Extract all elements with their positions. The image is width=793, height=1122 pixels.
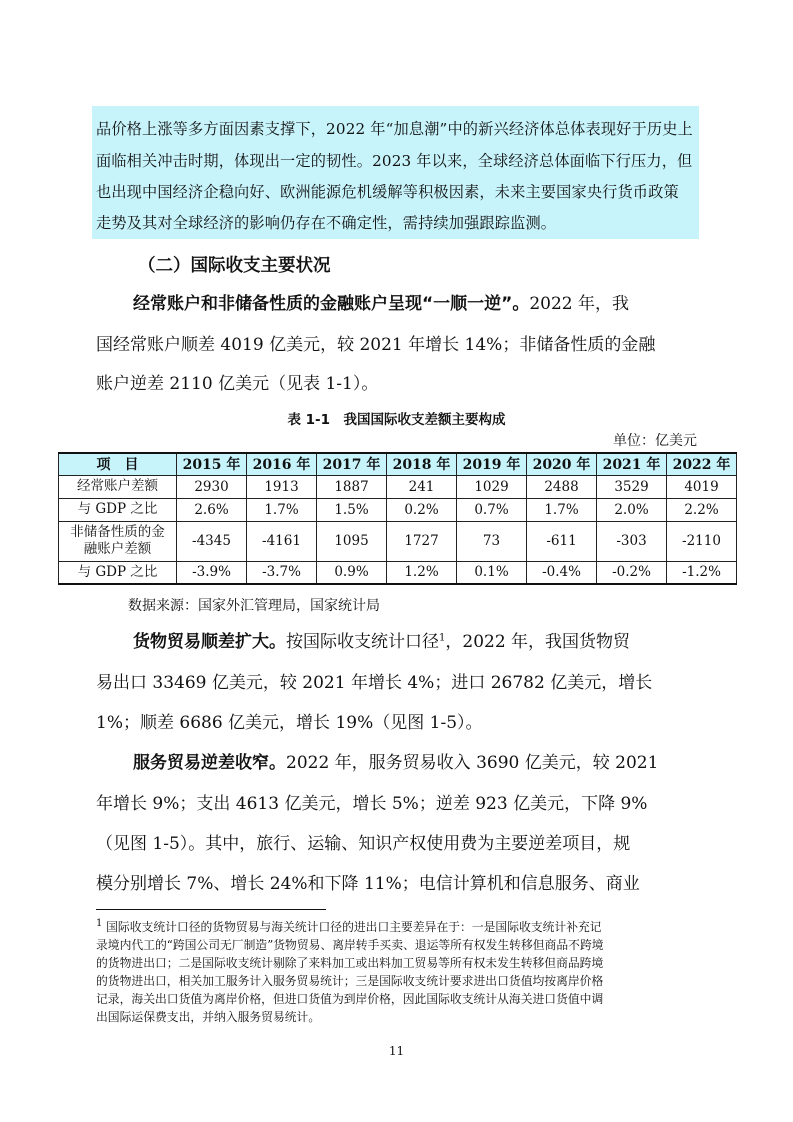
table-cell: -2110 — [667, 521, 737, 561]
table-row — [59, 521, 737, 561]
table-cell: 4019 — [667, 475, 737, 498]
table-caption: 表 1-1 我国国际收支差额主要构成 — [287, 412, 506, 428]
table-cell: 1.7% — [527, 498, 597, 521]
table-cell: 1887 — [317, 475, 387, 498]
paragraph-line — [133, 292, 629, 316]
table-cell: 0.2% — [387, 498, 457, 521]
intro-line: 品价格上涨等多方面因素支撑下，2022 年“加息潮”中的新兴经济体总体表现好于历史上 — [96, 120, 693, 138]
column-header: 2020 年 — [527, 453, 597, 475]
paragraph-line: （见图 1-5）。其中，旅行、运输、知识产权使用费为主要逆差项目，规 — [96, 834, 631, 854]
row-label — [59, 521, 177, 561]
table-cell: 2488 — [527, 475, 597, 498]
table-row — [59, 561, 737, 584]
table-cell: -303 — [597, 521, 667, 561]
table-cell: 73 — [457, 521, 527, 561]
table-unit: 单位：亿美元 — [613, 433, 697, 449]
table-cell: 0.7% — [457, 498, 527, 521]
column-header: 2016 年 — [247, 453, 317, 475]
column-header: 2018 年 — [387, 453, 457, 475]
page-number: 11 — [388, 1044, 405, 1058]
table-cell: 3529 — [597, 475, 667, 498]
paragraph-line: 年增长 9%；支出 4613 亿美元，增长 5%；逆差 923 亿美元，下降 9% — [96, 794, 648, 814]
column-header: 2022 年 — [667, 453, 737, 475]
footnote-line: 的货物进出口，相关加工服务计入服务贸易统计；三是国际收支统计要求进出口货值均按离岸价格 — [96, 974, 604, 988]
column-header: 项 目 — [59, 453, 177, 475]
table-cell: -0.4% — [527, 561, 597, 584]
footnote-line: 录境内代工的“跨国公司无厂制造”货物贸易、离岸转手买卖、退运等所有权发生转移但商品不跨境 — [96, 938, 604, 952]
table-row — [59, 498, 737, 521]
paragraph-line: 账户逆差 2110 亿美元（见表 1-1）。 — [96, 374, 379, 394]
column-header: 2019 年 — [457, 453, 527, 475]
footnote-line: 的货物进出口；二是国际收支统计剔除了来料加工或出料加工贸易等所有权未发生转移但商品跨境 — [96, 956, 604, 970]
section-heading: （二）国际收支主要状况 — [138, 256, 331, 276]
intro-line: 走势及其对全球经济的影响仍存在不确定性，需持续加强跟踪监测。 — [96, 214, 557, 232]
table-cell: -4345 — [177, 521, 247, 561]
paragraph-lead: 货物贸易顺差扩大。 — [133, 632, 286, 652]
table-cell: 1.7% — [247, 498, 317, 521]
row-label: 与 GDP 之比 — [59, 561, 177, 584]
table-cell: 1029 — [457, 475, 527, 498]
footnote-divider — [96, 909, 326, 910]
table-cell: 2.2% — [667, 498, 737, 521]
row-label-line: 融账户差额 — [83, 541, 152, 557]
table-cell: -3.7% — [247, 561, 317, 584]
table-cell: 0.1% — [457, 561, 527, 584]
table-cell: 0.9% — [317, 561, 387, 584]
paragraph-text: 2022 年，服务贸易收入 3690 亿美元，较 2021 — [286, 753, 659, 773]
intro-line: 面临相关冲击时期，体现出一定的韧性。2023 年以来，全球经济总体面临下行压力，但 — [96, 152, 693, 170]
footnote-marker: 1 — [96, 918, 103, 930]
footnote-ref[interactable]: 1 — [439, 632, 446, 644]
table-header-row — [59, 453, 737, 475]
table-cell: 1913 — [247, 475, 317, 498]
column-header: 2017 年 — [317, 453, 387, 475]
paragraph-line: 模分别增长 7%、增长 24%和下降 11%；电信计算机和信息服务、商业 — [96, 874, 640, 894]
paragraph-line — [133, 751, 658, 775]
table-cell: 1.5% — [317, 498, 387, 521]
table-cell: -3.9% — [177, 561, 247, 584]
paragraph-text: 按国际收支统计口径 — [286, 632, 439, 652]
paragraph-lead: 服务贸易逆差收窄。 — [133, 753, 286, 773]
table-cell: 1095 — [317, 521, 387, 561]
footnote-text: 国际收支统计口径的货物贸易与海关统计口径的进出口主要差异在于：一是国际收支统计补充记 — [106, 920, 602, 934]
paragraph-text: 2022 年，我 — [529, 294, 630, 314]
footnote-line: 出国际运保费支出，并纳入服务贸易统计。 — [96, 1010, 321, 1024]
paragraph-line: 1%；顺差 6686 亿美元，增长 19%（见图 1-5）。 — [96, 713, 483, 733]
paragraph-line: 国经常账户顺差 4019 亿美元，较 2021 年增长 14%；非储备性质的金融 — [96, 335, 656, 355]
paragraph-lead: 经常账户和非储备性质的金融账户呈现“一顺一逆”。 — [133, 294, 530, 314]
intro-line: 也出现中国经济企稳向好、欧洲能源危机缓解等积极因素，未来主要国家央行货币政策 — [96, 183, 679, 201]
table-cell: -611 — [527, 521, 597, 561]
table-cell: -1.2% — [667, 561, 737, 584]
table-cell: 1727 — [387, 521, 457, 561]
balance-table — [58, 452, 737, 585]
table-row — [59, 475, 737, 498]
table-cell: 2930 — [177, 475, 247, 498]
column-header: 2015 年 — [177, 453, 247, 475]
table-source: 数据来源：国家外汇管理局，国家统计局 — [128, 598, 380, 614]
footnote-line: 记录，海关出口货值为离岸价格，但进口货值为到岸价格，因此国际收支统计从海关进口货值中调 — [96, 992, 604, 1006]
table-cell: 2.6% — [177, 498, 247, 521]
paragraph-text: ，2022 年，我国货物贸 — [445, 632, 631, 652]
row-label: 经常账户差额 — [59, 475, 177, 498]
row-label: 与 GDP 之比 — [59, 498, 177, 521]
row-label-line: 非储备性质的金 — [70, 524, 165, 540]
paragraph-line: 易出口 33469 亿美元，较 2021 年增长 4%；进口 26782 亿美元，增长 — [96, 673, 653, 693]
column-header: 2021 年 — [597, 453, 667, 475]
table-cell: -4161 — [247, 521, 317, 561]
paragraph-line — [133, 630, 630, 654]
table-cell: 2.0% — [597, 498, 667, 521]
table-cell: 1.2% — [387, 561, 457, 584]
footnote-line — [96, 919, 602, 935]
table-cell: -0.2% — [597, 561, 667, 584]
table-cell: 241 — [387, 475, 457, 498]
